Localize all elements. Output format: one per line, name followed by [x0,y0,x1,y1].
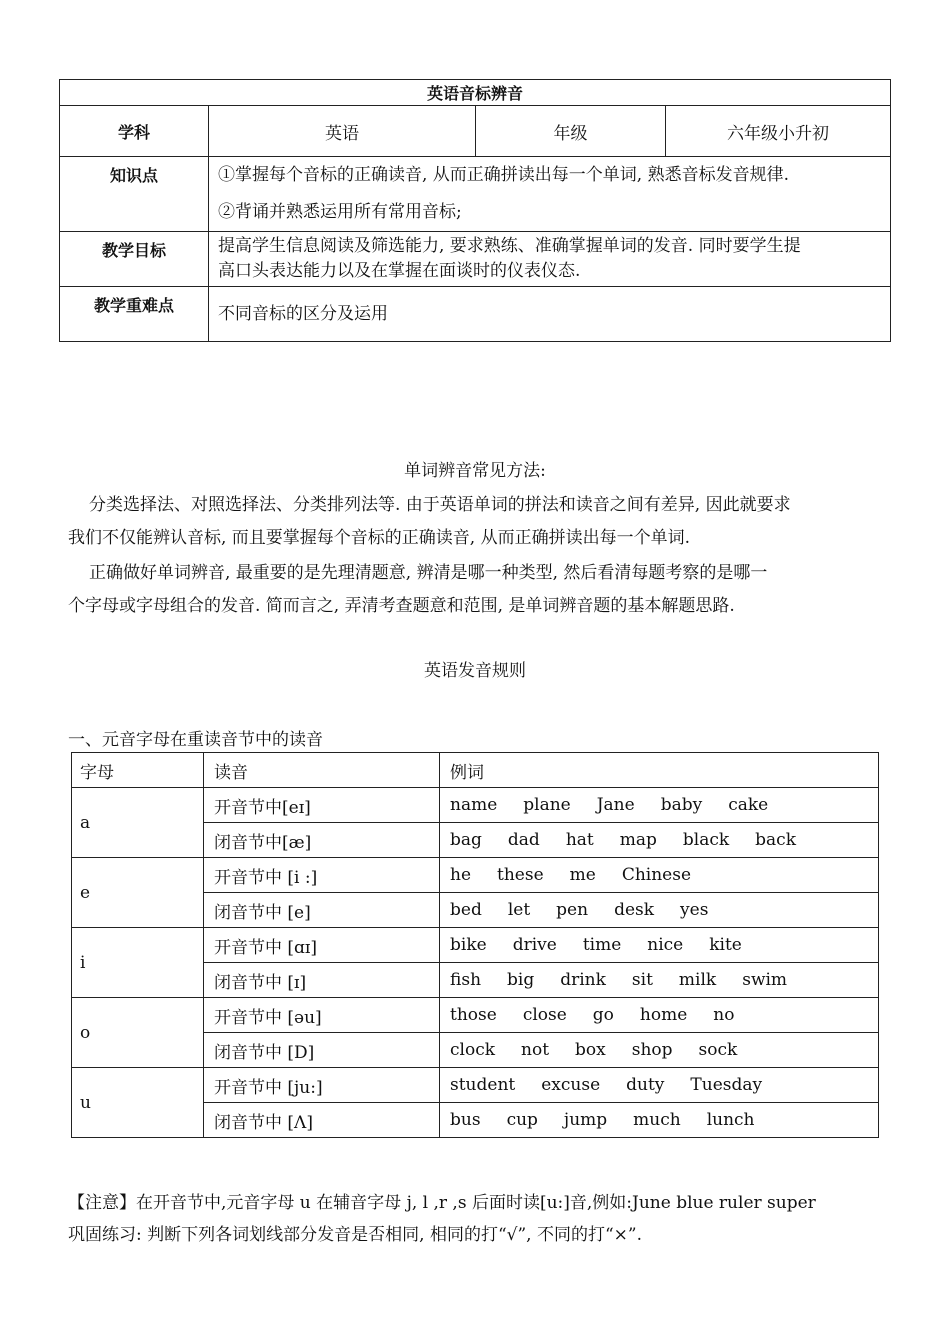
knowledge-cell [209,157,891,232]
example-word: those [450,1005,497,1025]
example-word: fish [450,970,482,990]
closed-syllable-examples [440,1033,879,1068]
open-syllable-examples [440,788,879,823]
knowledge-label: 知识点 [60,157,209,232]
example-word: let [507,900,531,920]
example-word: swim [742,970,788,990]
vowel-row-open [72,858,879,893]
vowel-row-open [72,788,879,823]
table-title: 英语音标辨音 [60,80,891,106]
example-word: time [582,935,622,955]
example-word: dad [507,830,540,850]
open-syllable-sound: 开音节中 [ɑɪ] [204,928,440,963]
closed-syllable-examples [440,893,879,928]
methods-p2-line1: 正确做好单词辨音, 最重要的是先理清题意, 辨清是哪一种类型, 然后看清每题考察的是哪一 [89,563,768,583]
example-word: box [575,1040,606,1060]
closed-syllable-examples [440,963,879,998]
closed-syllable-sound: 闭音节中 [e] [204,893,440,928]
example-word: kite [709,935,742,955]
difficulty-value: 不同音标的区分及运用 [209,287,891,342]
closed-syllable-examples [440,823,879,858]
example-word: these [497,865,544,885]
example-word: Chinese [621,865,692,885]
example-word: home [639,1005,688,1025]
example-word: clock [450,1040,496,1060]
difficulty-label: 教学重难点 [60,287,209,342]
example-word: not [521,1040,550,1060]
methods-p1-line1: 分类选择法、对照选择法、分类排列法等. 由于英语单词的拼法和读音之间有差异, 因此就要求 [89,495,791,515]
example-word: lunch [706,1110,755,1130]
practice-text: 巩固练习: 判断下列各词划线部分发音是否相同, 相同的打“√”, 不同的打“×”. [68,1225,642,1245]
col-header-letter: 字母 [72,753,204,788]
example-word: yes [680,900,709,920]
example-word: back [755,830,796,850]
example-word: much [633,1110,681,1130]
methods-p2-line2: 个字母或字母组合的发音. 简而言之, 弄清考查题意和范围, 是单词辨音题的基本解题思路. [68,596,735,616]
goal-cell [209,232,891,287]
example-word: shop [631,1040,673,1060]
example-word: jump [563,1110,608,1130]
example-word: map [619,830,657,850]
example-word: bike [450,935,487,955]
example-word: bed [450,900,482,920]
subject-value: 英语 [209,106,476,157]
example-word: Tuesday [690,1075,763,1095]
example-word: black [682,830,730,850]
vowel-letter: a [72,788,204,858]
vowel-letter: u [72,1068,204,1138]
open-syllable-sound: 开音节中 [əu] [204,998,440,1033]
example-word: plane [523,795,571,815]
example-word: pen [556,900,589,920]
example-word: he [450,865,472,885]
goal-line-2: 高口头表达能力以及在掌握在面谈时的仪表仪态. [218,261,581,281]
open-syllable-sound: 开音节中 [ju:] [204,1068,440,1103]
goal-label: 教学目标 [60,232,209,287]
open-syllable-sound: 开音节中[eɪ] [204,788,440,823]
example-word: hat [565,830,594,850]
vowel-row-open [72,998,879,1033]
knowledge-line-2: ②背诵并熟悉运用所有常用音标; [218,202,462,222]
open-syllable-examples [440,1068,879,1103]
info-table [59,79,891,342]
example-word: go [592,1005,614,1025]
example-word: cake [728,795,769,815]
example-word: big [507,970,535,990]
col-header-examples: 例词 [440,753,879,788]
example-word: Jane [596,795,635,815]
example-word: close [522,1005,567,1025]
closed-syllable-examples [440,1103,879,1138]
closed-syllable-sound: 闭音节中 [D] [204,1033,440,1068]
subject-label: 学科 [60,106,209,157]
open-syllable-examples [440,928,879,963]
grade-value: 六年级小升初 [666,106,891,157]
open-syllable-sound: 开音节中 [i :] [204,858,440,893]
example-word: bus [450,1110,481,1130]
methods-heading: 单词辨音常见方法: [404,461,546,481]
example-word: duty [626,1075,665,1095]
example-word: desk [614,900,655,920]
closed-syllable-sound: 闭音节中 [Λ] [204,1103,440,1138]
vowel-row-open [72,1068,879,1103]
closed-syllable-sound: 闭音节中 [ɪ] [204,963,440,998]
example-word: me [569,865,596,885]
goal-line-1: 提高学生信息阅读及筛选能力, 要求熟练、准确掌握单词的发音. 同时要学生提 [218,236,801,256]
vowel-row-open [72,928,879,963]
knowledge-line-1: ①掌握每个音标的正确读音, 从而正确拼读出每一个单词, 熟悉音标发音规律. [218,165,790,185]
example-word: cup [506,1110,538,1130]
example-word: milk [678,970,717,990]
example-word: excuse [541,1075,601,1095]
vowel-table [71,752,879,1138]
vowel-letter: e [72,858,204,928]
note-text: 【注意】在开音节中,元音字母 u 在辅音字母 j, l ,r ,s 后面时读[u:]音,例如:June blue ruler super [68,1193,816,1213]
example-word: drive [512,935,557,955]
example-word: sit [631,970,653,990]
vowel-letter: i [72,928,204,998]
grade-label: 年级 [476,106,666,157]
example-word: drink [560,970,606,990]
example-word: student [450,1075,516,1095]
methods-p1-line2: 我们不仅能辨认音标, 而且要掌握每个音标的正确读音, 从而正确拼读出每一个单词. [68,528,691,548]
example-word: bag [450,830,482,850]
section-1-heading: 一、元音字母在重读音节中的读音 [68,730,323,750]
example-word: name [450,795,498,815]
col-header-sound: 读音 [204,753,440,788]
example-word: baby [660,795,703,815]
example-word: nice [647,935,684,955]
example-word: no [713,1005,735,1025]
example-word: sock [698,1040,738,1060]
closed-syllable-sound: 闭音节中[æ] [204,823,440,858]
open-syllable-examples [440,998,879,1033]
rules-heading: 英语发音规则 [424,661,526,681]
open-syllable-examples [440,858,879,893]
vowel-letter: o [72,998,204,1068]
